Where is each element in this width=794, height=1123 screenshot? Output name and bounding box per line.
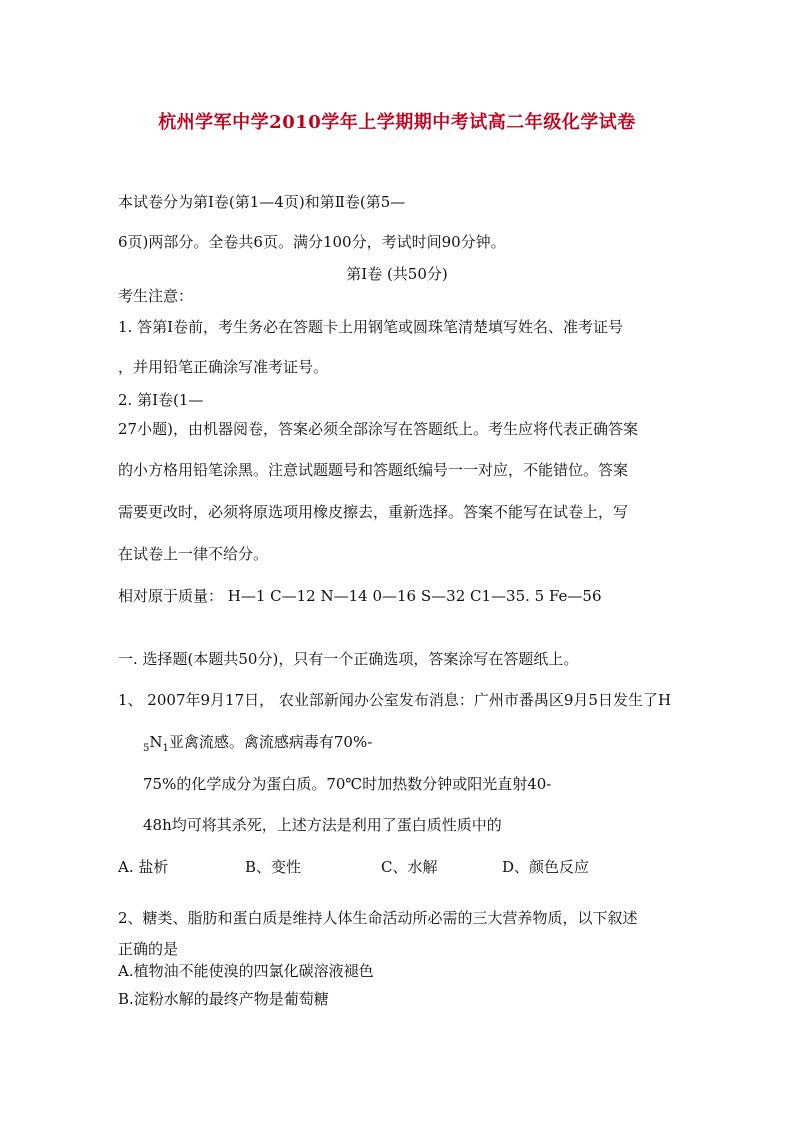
atomic-mass-line: 相对原于质量： H—1 C—12 N—14 0—16 S—32 C1—35. 5 Fe—56 [118,587,602,605]
notice-item-2-line-1: 2. 第Ⅰ卷(1— [118,391,204,409]
part1-heading: 一. 选择题(本题共50分)，只有一个正确选项，答案涂写在答题纸上。 [118,650,579,668]
section-heading: 第Ⅰ卷 (共50分) [346,265,448,283]
notice-item-2-line-2: 27小题)，由机器阅卷，答案必须全部涂写在答题纸上。考生应将代表正确答案 [118,420,638,438]
q1-line-4: 48h均可将其杀死，上述方法是利用了蛋白质性质中的 [143,816,502,834]
q1-line-2 [143,733,372,758]
page-title: 杭州学军中学2010学年上学期期中考试高二年级化学试卷 [158,112,636,133]
q1-line-3: 75%的化学成分为蛋白质。70℃时加热数分钟或阳光直射40- [143,775,552,793]
q2-line-1: 2、糖类、脂肪和蛋白质是维持人体生命活动所必需的三大营养物质，以下叙述 [118,909,638,927]
q1-option-d: D、颜色反应 [502,858,590,876]
notice-item-1-line-2: ，并用铅笔正确涂写准考证号。 [118,358,329,376]
notice-item-2-line-5: 在试卷上一律不给分。 [118,545,269,563]
q1-sub-5: 5 [143,743,150,754]
notice-item-2-line-3: 的小方格用铅笔涂黑。注意试题题号和答题纸编号一一对应，不能错位。答案 [118,461,629,479]
q2-option-a: A.植物油不能使溴的四氯化碳溶液褪色 [118,962,374,980]
q1-n: N [149,733,163,751]
q1-line-2-rest: 亚禽流感。禽流感病毒有70%- [168,733,373,751]
q1-option-b: B、变性 [245,858,302,876]
notice-item-2-line-4: 需要更改时，必须将原选项用橡皮擦去，重新选择。答案不能写在试卷上，写 [118,503,629,521]
q1-option-a: A. 盐析 [118,858,169,876]
intro-line-1: 本试卷分为第Ⅰ卷(第1—4页)和第Ⅱ卷(第5— [118,193,406,211]
intro-line-2: 6页)两部分。全卷共6页。满分100分，考试时间90分钟。 [118,233,506,251]
q2-line-2: 正确的是 [118,940,179,958]
q1-option-c: C、水解 [381,858,438,876]
notice-heading: 考生注意： [118,287,194,305]
notice-item-1-line-1: 1. 答第Ⅰ卷前，考生务必在答题卡上用钢笔或圆珠笔清楚填写姓名、准考证号 [118,318,624,336]
q2-option-b: B.淀粉水解的最终产物是葡萄糖 [118,990,329,1008]
q1-line-1: 1、 2007年9月17日， 农业部新闻办公室发布消息：广州市番禺区9月5日发生了H [118,691,672,709]
q1-sub-1: 1 [162,743,169,754]
